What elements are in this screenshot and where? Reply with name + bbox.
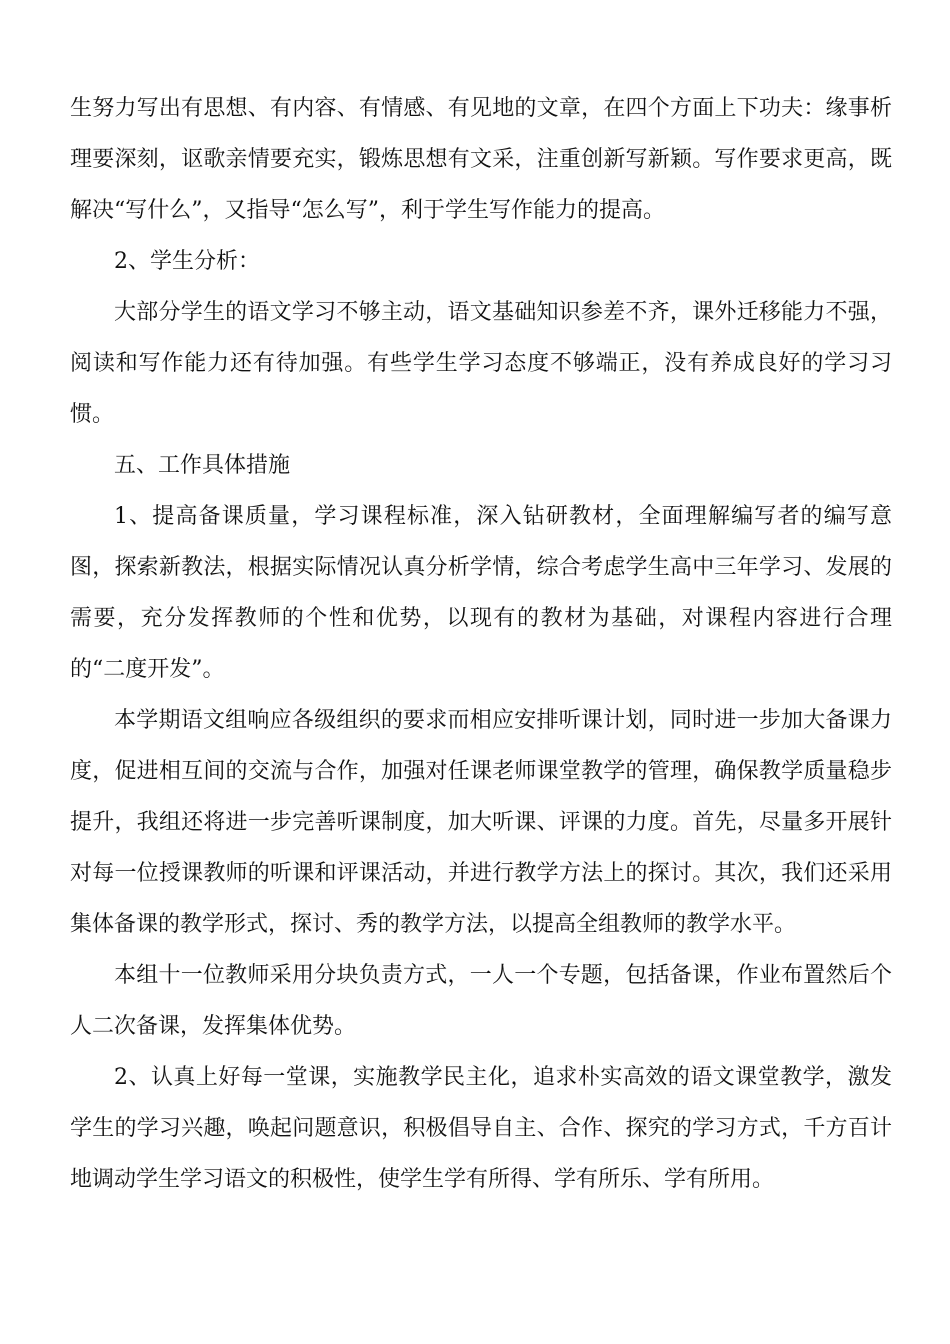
section-heading-measures: 五、工作具体措施 (114, 453, 291, 478)
paragraph-lesson-observation: 本学期语文组响应各级组织的要求而相应安排听课计划，同时进一步加大备课力度，促进相互间的交流与合作，加强对任课老师课堂教学的管理，确保教学质量稳步提升，我组还将进一步完善听课制度，加大听课、评课的力度。首先，尽量多开展针对每一位授课教师的听课和评课活动，并进行教学方法上的探讨。其次，我们还采用集体备课的教学形式，探讨、秀的教学方法，以提高全组教师的教学水平。 (70, 708, 892, 937)
paragraph-lesson-prep: 1、提高备课质量，学习课程标准，深入钻研教材，全面理解编写者的编写意图，探索新教法，根据实际情况认真分析学情，综合考虑学生高中三年学习、发展的需要，充分发挥教师的个性和优势，以现有的教材为基础，对课程内容进行合理的“二度开发”。 (70, 504, 892, 682)
paragraph-classroom-teaching: 2、认真上好每一堂课，实施教学民主化，追求朴实高效的语文课堂教学，激发学生的学习兴趣，唤起问题意识，积极倡导自主、合作、探究的学习方式，千方百计地调动学生学习语文的积极性，使学生学有所得、学有所乐、学有所用。 (70, 1065, 892, 1192)
paragraph-heading-student-analysis: 2、学生分析： (114, 249, 260, 274)
paragraph-continuation: 生努力写出有思想、有内容、有情感、有见地的文章，在四个方面上下功夫：缘事析理要深刻，讴歌亲情要充实，锻炼思想有文采，注重创新写新颖。写作要求更高，既解决“写什么”，又指导“怎么写”，利于学生写作能力的提高。 (70, 96, 892, 223)
document-body (70, 83, 892, 1205)
paragraph-teacher-division: 本组十一位教师采用分块负责方式，一人一个专题，包括备课，作业布置然后个人二次备课，发挥集体优势。 (70, 963, 892, 1039)
paragraph-student-analysis: 大部分学生的语文学习不够主动，语文基础知识参差不齐，课外迁移能力不强，阅读和写作能力还有待加强。有些学生学习态度不够端正，没有养成良好的学习习惯。 (70, 300, 892, 427)
